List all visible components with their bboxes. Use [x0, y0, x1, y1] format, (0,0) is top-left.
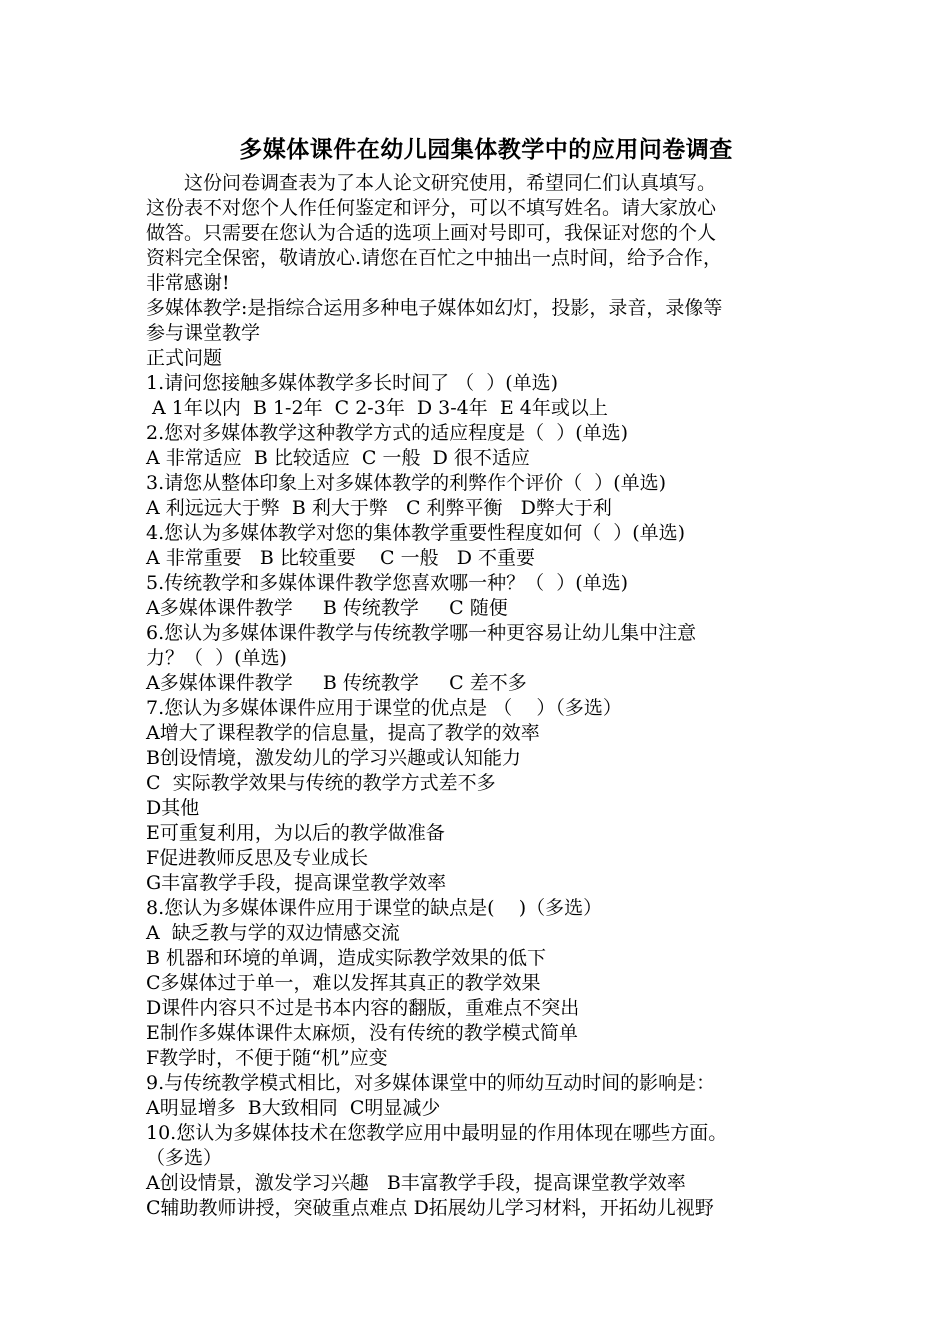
question-8: 8.您认为多媒体课件应用于课堂的缺点是( )（多选）: [146, 897, 603, 919]
question-7-option-b: B创设情境，激发幼儿的学习兴趣或认知能力: [146, 747, 521, 769]
question-7-option-f: F促进教师反思及专业成长: [146, 847, 369, 869]
question-6: 6.您认为多媒体课件教学与传统教学哪一种更容易让幼儿集中注意: [146, 622, 697, 644]
question-7: 7.您认为多媒体课件应用于课堂的优点是 （ ）（多选）: [146, 697, 622, 719]
question-9: 9.与传统教学模式相比，对多媒体课堂中的师幼互动时间的影响是：: [146, 1072, 716, 1094]
question-8-option-b: B 机器和环境的单调，造成实际教学效果的低下: [146, 947, 547, 969]
question-6-cont: 力？（ ）(单选): [146, 647, 287, 669]
question-5-options: A多媒体课件教学 B 传统教学 C 随便: [146, 597, 508, 619]
question-1-options: A 1年以内 B 1-2年 C 2-3年 D 3-4年 E 4年或以上: [146, 397, 608, 419]
intro-line-4: 资料完全保密，敬请放心.请您在百忙之中抽出一点时间，给予合作，: [146, 247, 723, 269]
intro-line-3: 做答。只需要在您认为合适的选项上画对号即可，我保证对您的个人: [146, 222, 717, 244]
question-3-options: A 利远远大于弊 B 利大于弊 C 利弊平衡 D弊大于利: [146, 497, 612, 519]
question-10-options-1: A创设情景，激发学习兴趣 B丰富教学手段，提高课堂教学效率: [146, 1172, 686, 1194]
document-page: [146, 133, 826, 1221]
question-8-option-f: F教学时，不便于随“机”应变: [146, 1047, 388, 1069]
question-7-option-a: A增大了课程教学的信息量，提高了教学的效率: [146, 722, 540, 744]
question-4: 4.您认为多媒体教学对您的集体教学重要性程度如何（ ）(单选): [146, 522, 686, 544]
question-1: 1.请问您接触多媒体教学多长时间了 （ ）(单选): [146, 372, 559, 394]
question-7-option-c: C 实际教学效果与传统的教学方式差不多: [146, 772, 496, 794]
question-9-options: A明显增多 B大致相同 C明显减少: [146, 1097, 441, 1119]
question-6-options: A多媒体课件教学 B 传统教学 C 差不多: [146, 672, 527, 694]
intro-line-2: 这份表不对您个人作任何鉴定和评分，可以不填写姓名。请大家放心: [146, 197, 717, 219]
question-8-option-c: C多媒体过于单一，难以发挥其真正的教学效果: [146, 972, 541, 994]
question-2-options: A 非常适应 B 比较适应 C 一般 D 很不适应: [146, 447, 530, 469]
definition-line-2: 参与课堂教学: [146, 322, 261, 344]
document-title: 多媒体课件在幼儿园集体教学中的应用问卷调查: [239, 136, 733, 163]
question-5: 5.传统教学和多媒体课件教学您喜欢哪一种？（ ）(单选): [146, 572, 629, 594]
question-10: 10.您认为多媒体技术在您教学应用中最明显的作用体现在哪些方面。: [146, 1122, 728, 1144]
question-8-option-a: A 缺乏教与学的双边情感交流: [146, 922, 400, 944]
section-heading: 正式问题: [146, 347, 223, 369]
intro-line-5: 非常感谢!: [146, 272, 230, 294]
definition-line-1: 多媒体教学:是指综合运用多种电子媒体如幻灯，投影，录音，录像等: [146, 297, 723, 319]
question-4-options: A 非常重要 B 比较重要 C 一般 D 不重要: [146, 547, 536, 569]
question-2: 2.您对多媒体教学这种教学方式的适应程度是（ ）(单选): [146, 422, 629, 444]
question-10-cont: （多选）: [146, 1147, 223, 1169]
question-7-option-d: D其他: [146, 797, 200, 819]
intro-line-1: 这份问卷调查表为了本人论文研究使用，希望同仁们认真填写。: [146, 172, 717, 194]
question-8-option-e: E制作多媒体课件太麻烦，没有传统的教学模式简单: [146, 1022, 578, 1044]
question-7-option-g: G丰富教学手段，提高课堂教学效率: [146, 872, 447, 894]
question-3: 3.请您从整体印象上对多媒体教学的利弊作个评价（ ）(单选): [146, 472, 667, 494]
question-8-option-d: D课件内容只不过是书本内容的翻版，重难点不突出: [146, 997, 580, 1019]
question-10-options-2: C辅助教师讲授，突破重点难点 D拓展幼儿学习材料，开拓幼儿视野: [146, 1197, 714, 1219]
document-body: [146, 171, 826, 1221]
question-7-option-e: E可重复利用，为以后的教学做准备: [146, 822, 445, 844]
